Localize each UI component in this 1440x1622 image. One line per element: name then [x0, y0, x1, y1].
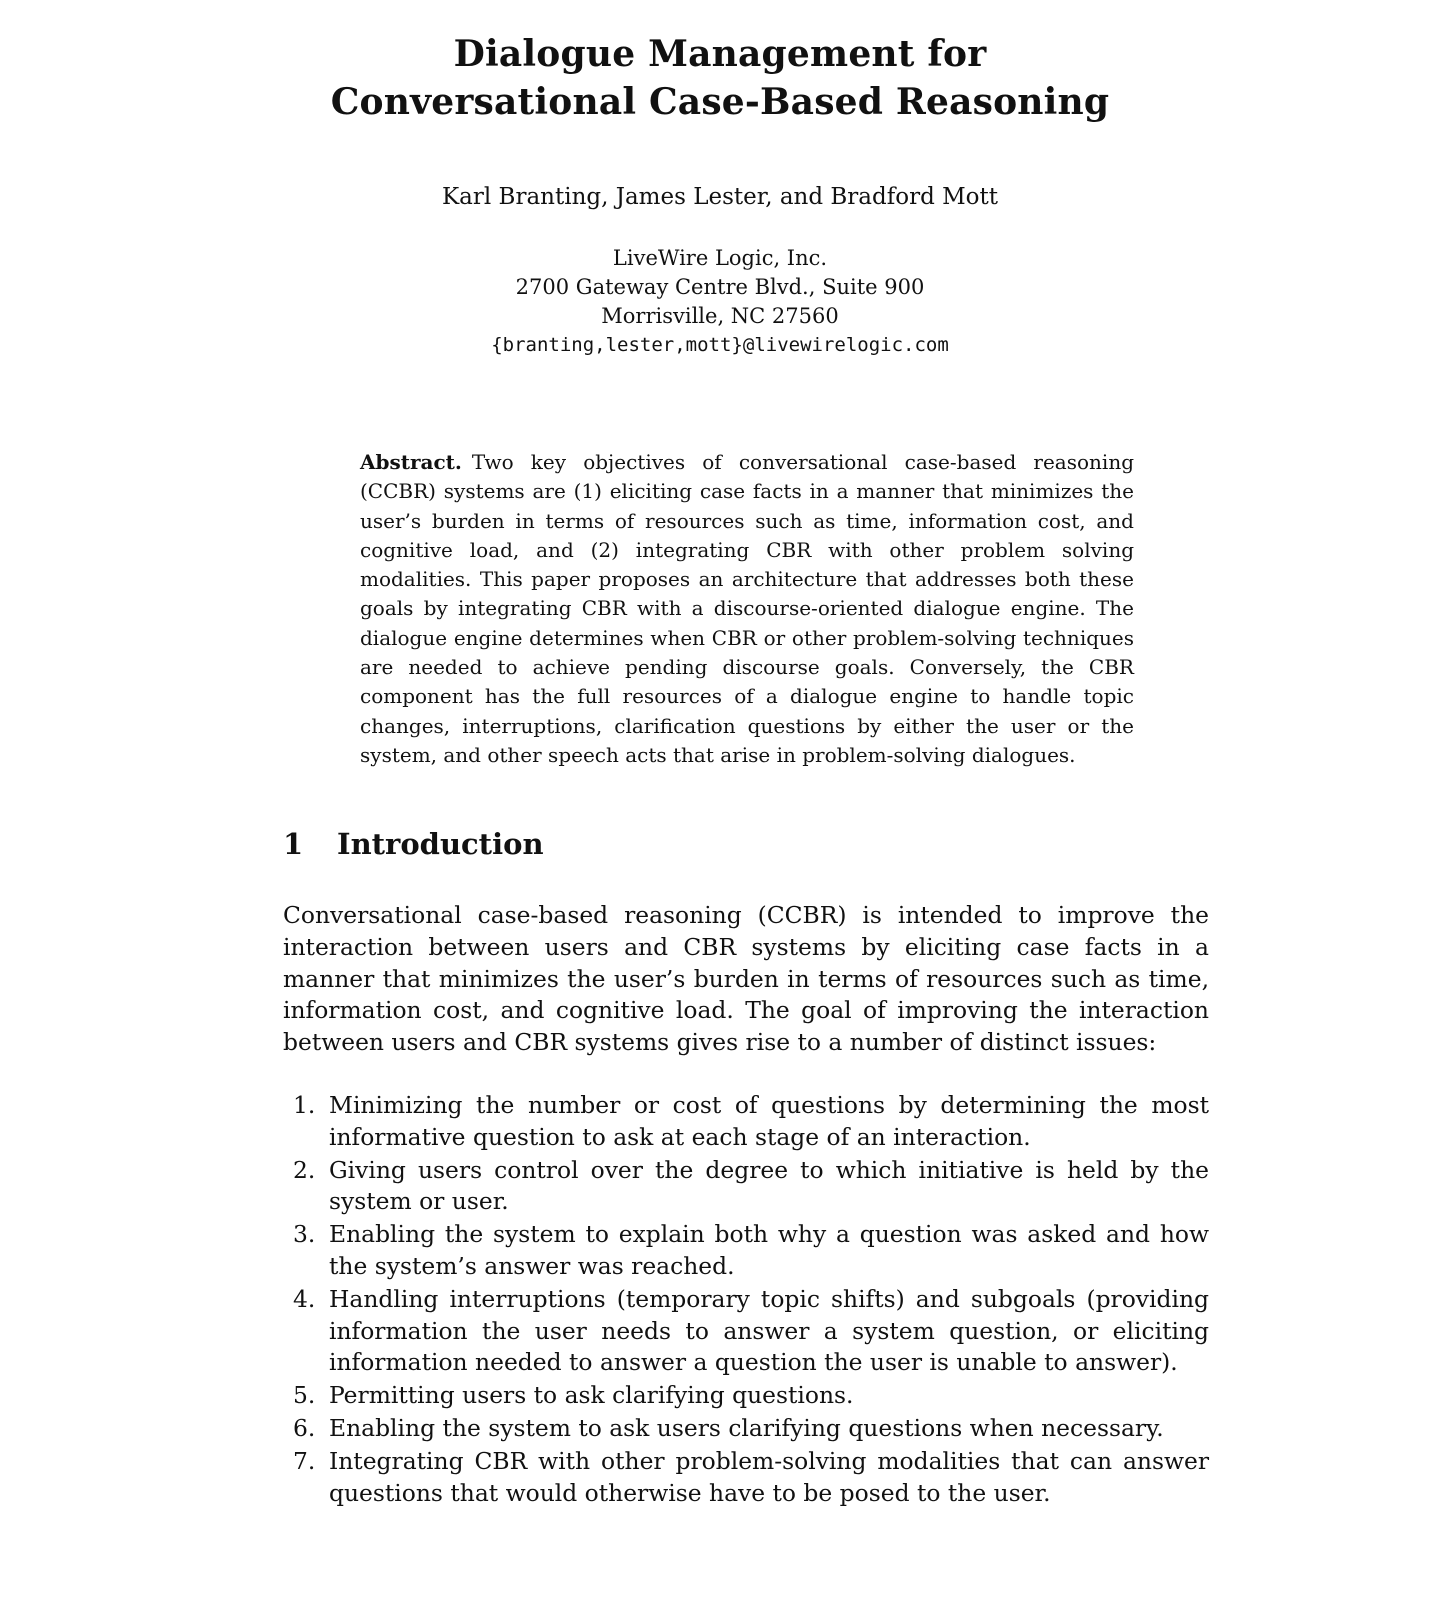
list-item [283, 1155, 1209, 1219]
affiliation-street: 2700 Gateway Centre Blvd., Suite 900 [515, 275, 925, 299]
abstract-label: Abstract. [360, 450, 462, 474]
section-heading-introduction [283, 824, 544, 864]
list-item-text: Enabling the system to ask users clarifying questions when necessary. [329, 1413, 1164, 1442]
list-item-number: 7. [293, 1446, 316, 1475]
affiliation [0, 244, 1440, 360]
author-list: Karl Branting, James Lester, and Bradford Mott [442, 184, 998, 210]
section-number: 1 [283, 827, 304, 861]
title-line-2: Conversational Case-Based Reasoning [330, 81, 1110, 123]
list-item [283, 1284, 1209, 1379]
list-item-number: 1. [293, 1091, 316, 1119]
issues-list [283, 1090, 1209, 1510]
abstract [360, 448, 1134, 770]
affiliation-org: LiveWire Logic, Inc. [612, 246, 828, 270]
list-item [283, 1219, 1209, 1283]
list-item [283, 1413, 1209, 1445]
list-item-number: 5. [293, 1381, 316, 1410]
list-item [283, 1090, 1209, 1154]
list-item [283, 1446, 1209, 1510]
list-item [283, 1380, 1209, 1412]
list-item-text: Handling interruptions (temporary topic shifts) and subgoals (providing information the user needs to answer a system question, or eliciting information needed to answer a question the user is unable to answer). [329, 1284, 1209, 1377]
section-title: Introduction [337, 827, 544, 861]
paper-title [0, 30, 1440, 126]
abstract-text: Two key objectives of conversational case-based reasoning (CCBR) systems are (1) eliciting case facts in a manner that minimizes the user’s burden in terms of resources such as time, information cost, and cognitive load, and (2) integrating CBR with other problem solving modalities. This paper proposes an architecture that addresses both these goals by integrating CBR with a discourse-oriented dialogue engine. The dialogue engine determines when CBR or other problem-solving techniques are needed to achieve pending discourse goals. Conversely, the CBR component has the full resources of a dialogue engine to handle topic changes, interruptions, clarification questions by either the user or the system, and other speech acts that arise in problem-solving dialogues. [360, 450, 1134, 767]
list-item-text: Integrating CBR with other problem-solving modalities that can answer questions that would otherwise have to be posed to the user. [329, 1446, 1209, 1507]
list-item-number: 3. [293, 1220, 316, 1249]
affiliation-city: Morrisville, NC 27560 [601, 304, 839, 328]
list-item-text: Enabling the system to explain both why a question was asked and how the system’s answer was reached. [329, 1220, 1209, 1280]
title-line-1: Dialogue Management for [453, 33, 987, 75]
list-item-number: 4. [293, 1284, 316, 1313]
list-item-text: Permitting users to ask clarifying questions. [329, 1381, 854, 1410]
affiliation-email: {branting,lester,mott}@livewirelogic.com [491, 334, 949, 356]
list-item-number: 2. [293, 1155, 316, 1184]
list-item-text: Giving users control over the degree to which initiative is held by the system or user. [329, 1155, 1209, 1216]
list-item-number: 6. [293, 1413, 316, 1442]
intro-paragraph: Conversational case-based reasoning (CCBR) is intended to improve the interaction between users and CBR systems by eliciting case facts in a manner that minimizes the user’s burden in terms of resources such as time, information cost, and cognitive load. The goal of improving the interaction between users and CBR systems gives rise to a number of distinct issues: [283, 901, 1209, 1057]
list-item-text: Minimizing the number or cost of questions by determining the most informative question to ask at each stage of an interaction. [329, 1091, 1209, 1151]
